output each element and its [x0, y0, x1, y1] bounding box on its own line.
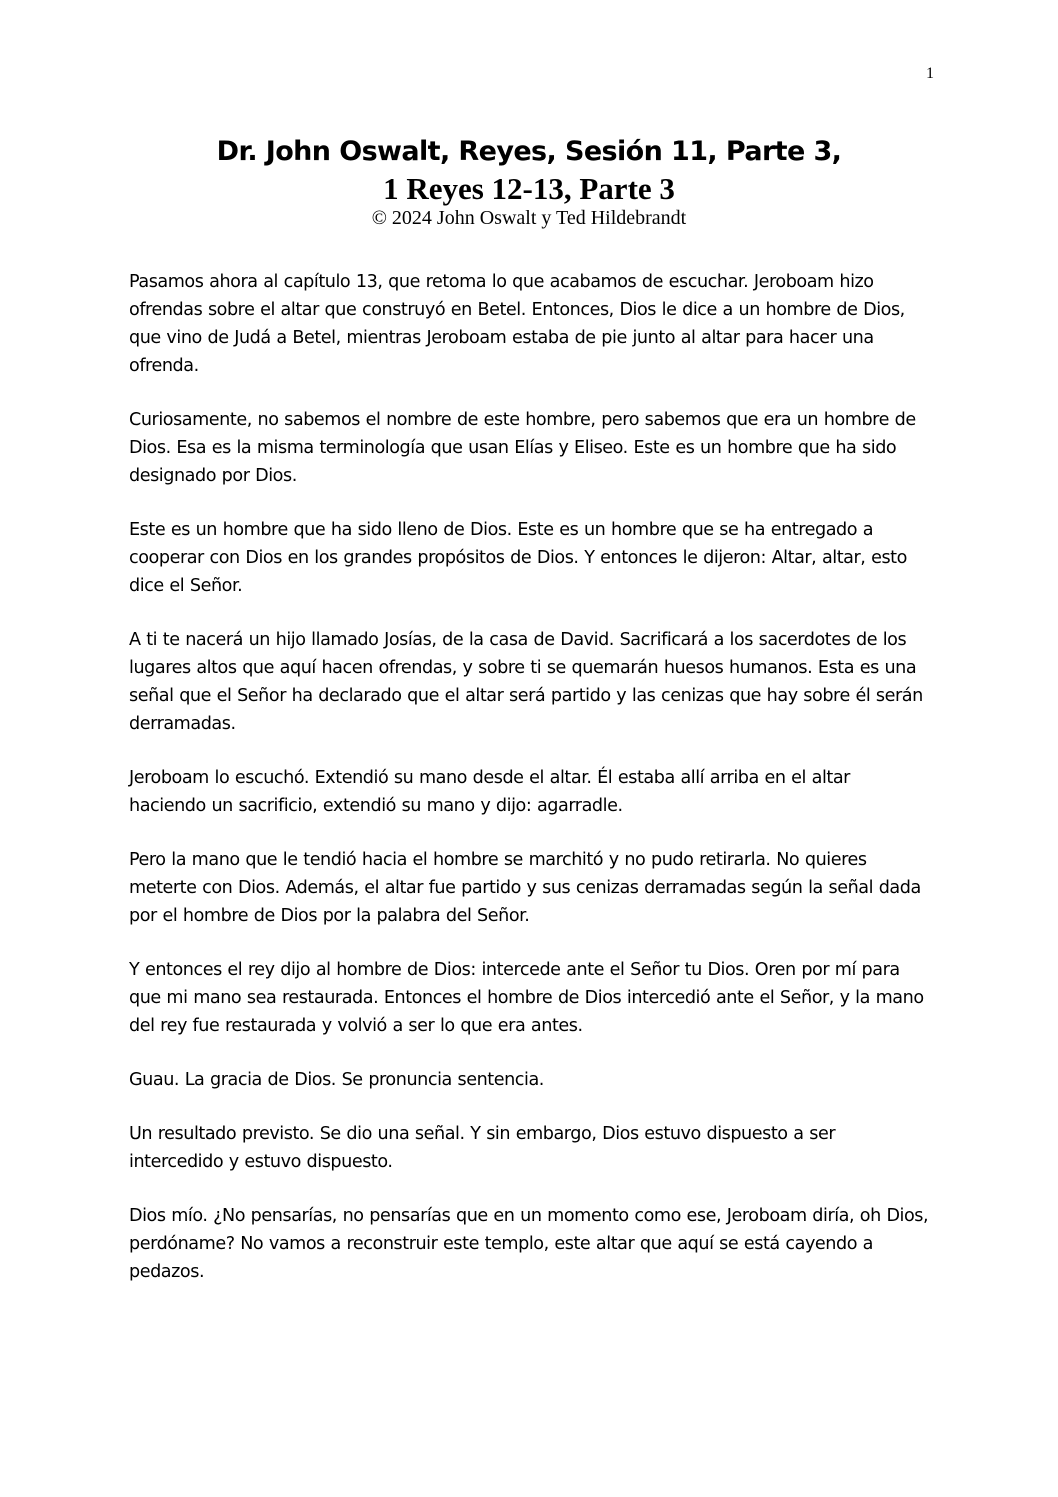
- copyright-line: © 2024 John Oswalt y Ted Hildebrandt: [371, 207, 687, 229]
- paragraph: Pasamos ahora al capítulo 13, que retoma lo que acabamos de escuchar. Jeroboam hizo ofrendas sobre el altar que construyó en Betel. Entonces, Dios le dice a un hombre de Dios, que vino de Judá a Betel, mientras Jeroboam estaba de pie junto al altar para hacer una ofrenda.: [129, 272, 905, 376]
- paragraph: A ti te nacerá un hijo llamado Josías, de la casa de David. Sacrificará a los sacerdotes de los lugares altos que aquí hacen ofrendas, y sobre ti se quemarán huesos humanos. Esta es una señal que el Señor ha declarado que el altar será partido y las cenizas que hay sobre él serán derramadas.: [129, 630, 923, 734]
- document-subtitle: 1 Reyes 12-13, Parte 3: [383, 171, 675, 206]
- paragraph: Curiosamente, no sabemos el nombre de este hombre, pero sabemos que era un hombre de Dios. Esa es la misma terminología que usan Elías y Eliseo. Este es un hombre que ha sido designado por Dios.: [129, 410, 916, 486]
- paragraph: Dios mío. ¿No pensarías, no pensarías que en un momento como ese, Jeroboam diría, oh Dios, perdóname? No vamos a reconstruir este templo, este altar que aquí se está cayendo a pedazos.: [129, 1206, 929, 1282]
- paragraph: Este es un hombre que ha sido lleno de Dios. Este es un hombre que se ha entregado a cooperar con Dios en los grandes propósitos de Dios. Y entonces le dijeron: Altar, altar, esto dice el Señor.: [129, 520, 907, 596]
- document-body: [129, 268, 929, 1312]
- document-header: [0, 133, 1058, 229]
- paragraph: Y entonces el rey dijo al hombre de Dios: intercede ante el Señor tu Dios. Oren por mí para que mi mano sea restaurada. Entonces el hombre de Dios intercedió ante el Señor, y la mano del rey fue restaurada y volvió a ser lo que era antes.: [129, 960, 924, 1036]
- paragraph: Pero la mano que le tendió hacia el hombre se marchitó y no pudo retirarla. No quieres meterte con Dios. Además, el altar fue partido y sus cenizas derramadas según la señal dada por el hombre de Dios por la palabra del Señor.: [129, 850, 921, 926]
- paragraph: Guau. La gracia de Dios. Se pronuncia sentencia.: [129, 1070, 544, 1090]
- paragraph: Un resultado previsto. Se dio una señal. Y sin embargo, Dios estuvo dispuesto a ser intercedido y estuvo dispuesto.: [129, 1124, 836, 1172]
- page-number: 1: [926, 65, 934, 82]
- paragraph: Jeroboam lo escuchó. Extendió su mano desde el altar. Él estaba allí arriba en el altar haciendo un sacrificio, extendió su mano y dijo: agarradle.: [129, 768, 850, 816]
- document-title: Dr. John Oswalt, Reyes, Sesión 11, Parte 3,: [216, 136, 842, 167]
